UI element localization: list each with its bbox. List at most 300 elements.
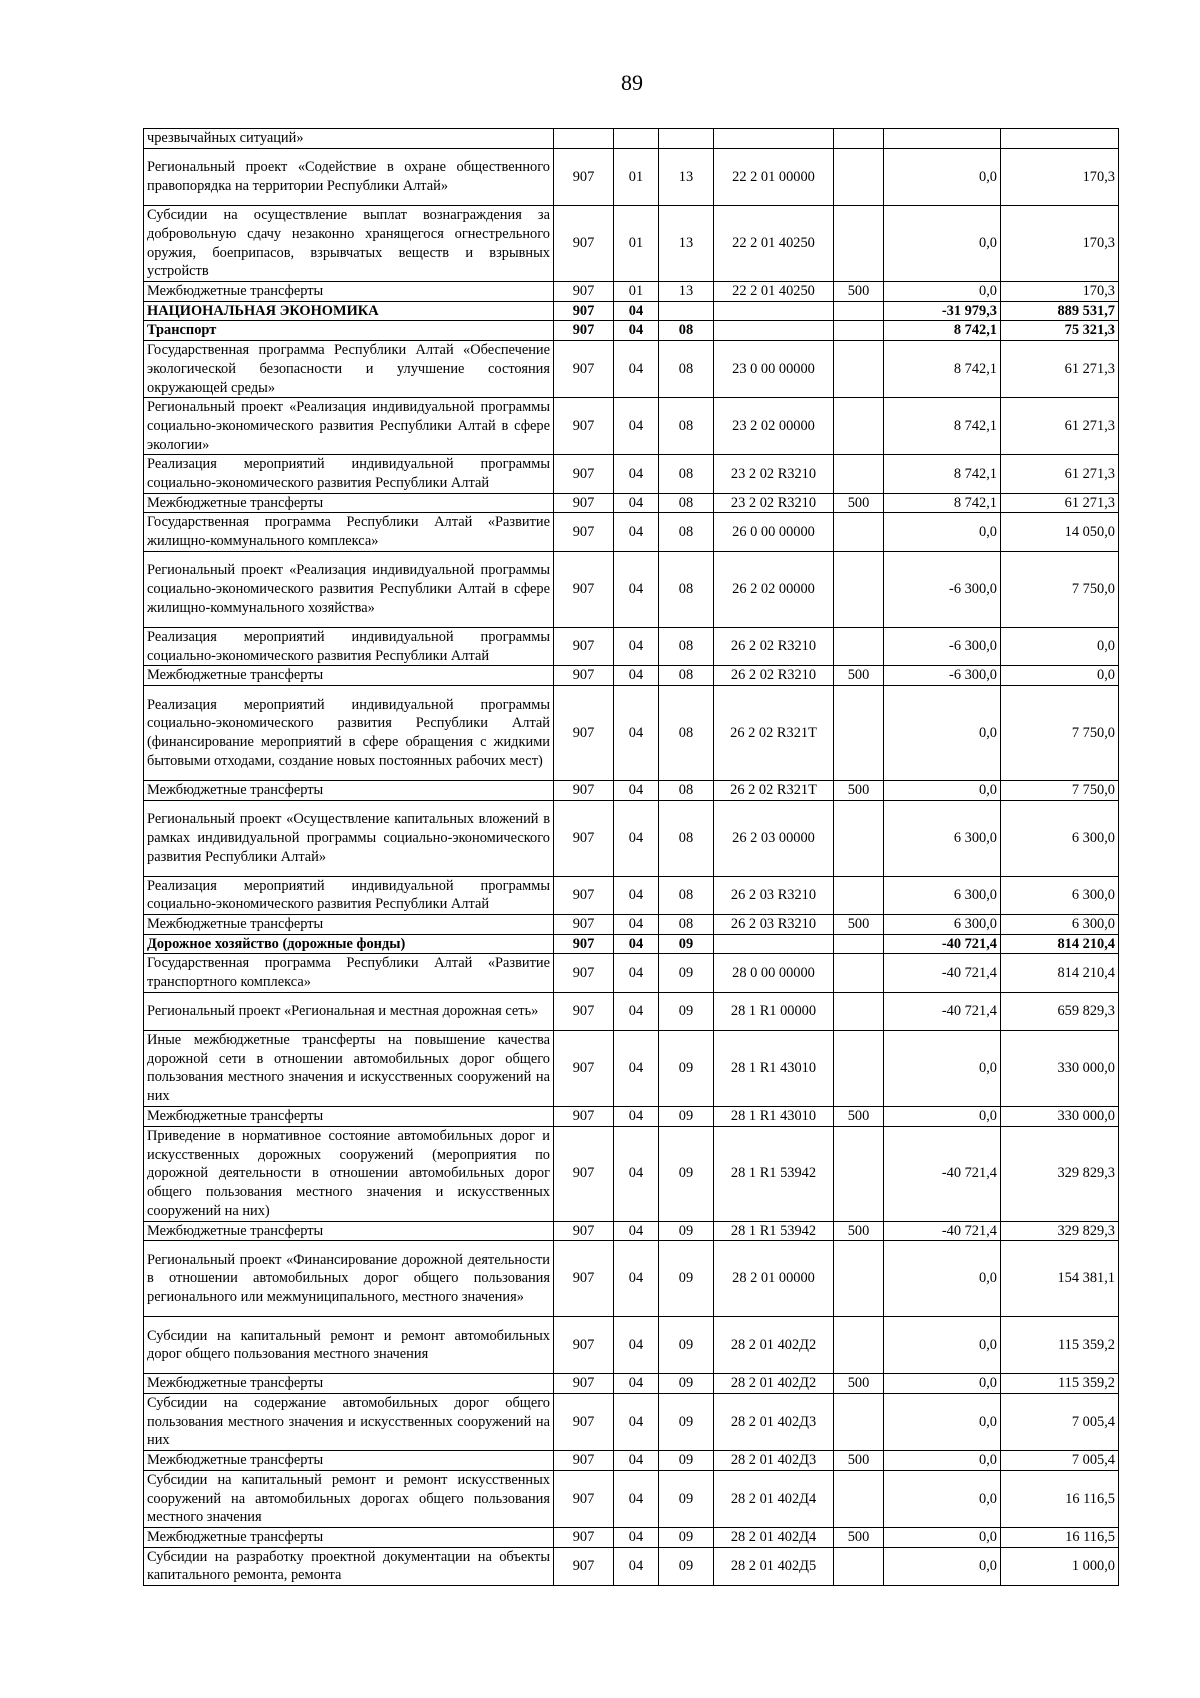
amount-total-cell: 814 210,4 <box>1001 954 1119 992</box>
section-code-cell: 04 <box>614 666 659 686</box>
subsection-code-cell: 09 <box>659 1393 714 1450</box>
amount-change-cell: 0,0 <box>884 1470 1001 1527</box>
table-row <box>144 1470 1119 1527</box>
target-article-cell: 22 2 01 40250 <box>714 282 834 302</box>
ministry-code-cell: 907 <box>554 1317 614 1374</box>
ministry-code-cell: 907 <box>554 780 614 800</box>
ministry-code-cell: 907 <box>554 1106 614 1126</box>
subsection-code-cell: 08 <box>659 876 714 914</box>
section-code-cell: 04 <box>614 1547 659 1585</box>
table-row <box>144 1317 1119 1374</box>
ministry-code-cell: 907 <box>554 1547 614 1585</box>
amount-total-cell: 16 116,5 <box>1001 1470 1119 1527</box>
item-name-cell: Региональный проект «Осуществление капитальных вложений в рамках индивидуальной программы социально-экономического развития Республики Алтай» <box>144 800 554 876</box>
amount-total-cell: 61 271,3 <box>1001 493 1119 513</box>
expense-type-cell: 500 <box>834 915 884 935</box>
amount-change-cell: -40 721,4 <box>884 954 1001 992</box>
subsection-code-cell: 08 <box>659 513 714 551</box>
expense-type-cell: 500 <box>834 282 884 302</box>
subsection-code-cell: 09 <box>659 1374 714 1394</box>
amount-total-cell: 16 116,5 <box>1001 1527 1119 1547</box>
amount-change-cell: 0,0 <box>884 149 1001 206</box>
section-code-cell <box>614 129 659 149</box>
amount-change-cell: 0,0 <box>884 1241 1001 1317</box>
amount-change-cell: 6 300,0 <box>884 876 1001 914</box>
ministry-code-cell: 907 <box>554 1451 614 1471</box>
expense-type-cell <box>834 1317 884 1374</box>
section-code-cell: 04 <box>614 341 659 398</box>
expense-type-cell <box>834 685 884 780</box>
item-name-cell: Иные межбюджетные трансферты на повышение качества дорожной сети в отношении автомобильных дорог общего пользования местного значения и искусственных сооружений на них <box>144 1030 554 1106</box>
amount-total-cell: 7 005,4 <box>1001 1393 1119 1450</box>
item-name-cell: Реализация мероприятий индивидуальной программы социально-экономического развития Республики Алтай <box>144 627 554 665</box>
target-article-cell: 26 0 00 00000 <box>714 513 834 551</box>
amount-total-cell: 170,3 <box>1001 149 1119 206</box>
amount-change-cell: 0,0 <box>884 282 1001 302</box>
target-article-cell: 23 2 02 R3210 <box>714 455 834 493</box>
table-row <box>144 934 1119 954</box>
item-name-cell: Государственная программа Республики Алтай «Развитие транспортного комплекса» <box>144 954 554 992</box>
expense-type-cell <box>834 876 884 914</box>
ministry-code-cell: 907 <box>554 301 614 321</box>
ministry-code-cell: 907 <box>554 876 614 914</box>
table-row <box>144 455 1119 493</box>
table-row <box>144 992 1119 1030</box>
expense-type-cell <box>834 1030 884 1106</box>
ministry-code-cell: 907 <box>554 282 614 302</box>
section-code-cell: 04 <box>614 1527 659 1547</box>
item-name-cell: Межбюджетные трансферты <box>144 915 554 935</box>
table-row <box>144 1030 1119 1106</box>
item-name-cell: Реализация мероприятий индивидуальной программы социально-экономического развития Республики Алтай <box>144 455 554 493</box>
section-code-cell: 04 <box>614 954 659 992</box>
amount-total-cell: 329 829,3 <box>1001 1126 1119 1221</box>
item-name-cell: Субсидии на капитальный ремонт и ремонт искусственных сооружений на автомобильных дорогах общего пользования местного значения <box>144 1470 554 1527</box>
amount-total-cell: 6 300,0 <box>1001 876 1119 914</box>
table-row <box>144 282 1119 302</box>
expense-type-cell <box>834 1547 884 1585</box>
subsection-code-cell: 09 <box>659 1451 714 1471</box>
ministry-code-cell: 907 <box>554 915 614 935</box>
table-row <box>144 301 1119 321</box>
budget-table <box>143 128 1119 1586</box>
ministry-code-cell: 907 <box>554 341 614 398</box>
amount-change-cell: 0,0 <box>884 685 1001 780</box>
amount-change-cell: 0,0 <box>884 1374 1001 1394</box>
ministry-code-cell: 907 <box>554 954 614 992</box>
table-row <box>144 206 1119 282</box>
item-name-cell: Межбюджетные трансферты <box>144 1451 554 1471</box>
amount-total-cell: 14 050,0 <box>1001 513 1119 551</box>
amount-total-cell: 889 531,7 <box>1001 301 1119 321</box>
expense-type-cell <box>834 1393 884 1450</box>
amount-change-cell <box>884 129 1001 149</box>
section-code-cell: 04 <box>614 551 659 627</box>
table-row <box>144 915 1119 935</box>
amount-change-cell: 8 742,1 <box>884 455 1001 493</box>
amount-change-cell: 6 300,0 <box>884 915 1001 935</box>
amount-change-cell: -40 721,4 <box>884 1126 1001 1221</box>
item-name-cell: Транспорт <box>144 321 554 341</box>
amount-change-cell: -40 721,4 <box>884 1221 1001 1241</box>
section-code-cell: 04 <box>614 915 659 935</box>
table-row <box>144 1527 1119 1547</box>
section-code-cell: 04 <box>614 934 659 954</box>
amount-total-cell <box>1001 129 1119 149</box>
amount-change-cell: 0,0 <box>884 1106 1001 1126</box>
amount-change-cell: -31 979,3 <box>884 301 1001 321</box>
amount-total-cell: 659 829,3 <box>1001 992 1119 1030</box>
amount-total-cell: 61 271,3 <box>1001 398 1119 455</box>
subsection-code-cell: 08 <box>659 493 714 513</box>
item-name-cell: Приведение в нормативное состояние автомобильных дорог и искусственных дорожных сооружений (мероприятия по дорожной деятельности в отношении автомобильных дорог общего пользования местного значения и искусственных сооружений на них) <box>144 1126 554 1221</box>
table-row <box>144 1106 1119 1126</box>
expense-type-cell <box>834 513 884 551</box>
section-code-cell: 04 <box>614 1106 659 1126</box>
ministry-code-cell: 907 <box>554 800 614 876</box>
table-row <box>144 666 1119 686</box>
item-name-cell: Субсидии на содержание автомобильных дорог общего пользования местного значения и искусственных сооружений на них <box>144 1393 554 1450</box>
target-article-cell: 28 2 01 402Д5 <box>714 1547 834 1585</box>
section-code-cell: 04 <box>614 1241 659 1317</box>
expense-type-cell: 500 <box>834 1106 884 1126</box>
subsection-code-cell: 09 <box>659 1126 714 1221</box>
subsection-code-cell: 09 <box>659 1470 714 1527</box>
section-code-cell: 04 <box>614 992 659 1030</box>
ministry-code-cell: 907 <box>554 321 614 341</box>
target-article-cell: 23 0 00 00000 <box>714 341 834 398</box>
table-row <box>144 800 1119 876</box>
item-name-cell: Межбюджетные трансферты <box>144 780 554 800</box>
subsection-code-cell: 09 <box>659 1241 714 1317</box>
target-article-cell: 28 2 01 402Д3 <box>714 1451 834 1471</box>
item-name-cell: Дорожное хозяйство (дорожные фонды) <box>144 934 554 954</box>
target-article-cell: 28 1 R1 43010 <box>714 1106 834 1126</box>
item-name-cell: Государственная программа Республики Алтай «Обеспечение экологической безопасности и улучшение состояния окружающей среды» <box>144 341 554 398</box>
subsection-code-cell <box>659 129 714 149</box>
expense-type-cell <box>834 129 884 149</box>
expense-type-cell: 500 <box>834 493 884 513</box>
amount-total-cell: 7 750,0 <box>1001 685 1119 780</box>
amount-total-cell: 7 750,0 <box>1001 551 1119 627</box>
item-name-cell: НАЦИОНАЛЬНАЯ ЭКОНОМИКА <box>144 301 554 321</box>
ministry-code-cell: 907 <box>554 398 614 455</box>
expense-type-cell <box>834 800 884 876</box>
subsection-code-cell: 09 <box>659 1547 714 1585</box>
table-row <box>144 341 1119 398</box>
expense-type-cell: 500 <box>834 1527 884 1547</box>
target-article-cell: 28 1 R1 43010 <box>714 1030 834 1106</box>
subsection-code-cell: 08 <box>659 627 714 665</box>
target-article-cell: 26 2 02 R3210 <box>714 627 834 665</box>
target-article-cell: 22 2 01 40250 <box>714 206 834 282</box>
section-code-cell: 04 <box>614 876 659 914</box>
table-row <box>144 627 1119 665</box>
ministry-code-cell: 907 <box>554 666 614 686</box>
ministry-code-cell: 907 <box>554 1374 614 1394</box>
subsection-code-cell: 09 <box>659 1106 714 1126</box>
ministry-code-cell: 907 <box>554 1470 614 1527</box>
expense-type-cell <box>834 341 884 398</box>
subsection-code-cell: 09 <box>659 1317 714 1374</box>
expense-type-cell <box>834 551 884 627</box>
amount-change-cell: -6 300,0 <box>884 551 1001 627</box>
expense-type-cell: 500 <box>834 780 884 800</box>
amount-change-cell: 0,0 <box>884 1451 1001 1471</box>
target-article-cell: 22 2 01 00000 <box>714 149 834 206</box>
section-code-cell: 04 <box>614 627 659 665</box>
item-name-cell: Межбюджетные трансферты <box>144 1527 554 1547</box>
subsection-code-cell: 08 <box>659 915 714 935</box>
expense-type-cell <box>834 206 884 282</box>
section-code-cell: 04 <box>614 780 659 800</box>
section-code-cell: 04 <box>614 1374 659 1394</box>
amount-total-cell: 61 271,3 <box>1001 341 1119 398</box>
target-article-cell: 26 2 02 R321T <box>714 685 834 780</box>
target-article-cell: 26 2 02 00000 <box>714 551 834 627</box>
ministry-code-cell: 907 <box>554 934 614 954</box>
amount-change-cell: 0,0 <box>884 1393 1001 1450</box>
table-row <box>144 1393 1119 1450</box>
section-code-cell: 04 <box>614 1126 659 1221</box>
expense-type-cell: 500 <box>834 1221 884 1241</box>
section-code-cell: 04 <box>614 1470 659 1527</box>
target-article-cell <box>714 934 834 954</box>
section-code-cell: 01 <box>614 206 659 282</box>
subsection-code-cell: 09 <box>659 1221 714 1241</box>
amount-total-cell: 7 005,4 <box>1001 1451 1119 1471</box>
subsection-code-cell: 08 <box>659 551 714 627</box>
item-name-cell: Региональный проект «Реализация индивидуальной программы социально-экономического развития Республики Алтай в сфере экологии» <box>144 398 554 455</box>
amount-change-cell: 0,0 <box>884 1030 1001 1106</box>
amount-change-cell: 0,0 <box>884 513 1001 551</box>
item-name-cell: Межбюджетные трансферты <box>144 493 554 513</box>
ministry-code-cell: 907 <box>554 493 614 513</box>
amount-change-cell: 8 742,1 <box>884 493 1001 513</box>
table-row <box>144 1451 1119 1471</box>
expense-type-cell <box>834 1126 884 1221</box>
subsection-code-cell: 08 <box>659 455 714 493</box>
subsection-code-cell: 09 <box>659 954 714 992</box>
ministry-code-cell: 907 <box>554 627 614 665</box>
amount-total-cell: 75 321,3 <box>1001 321 1119 341</box>
amount-total-cell: 170,3 <box>1001 282 1119 302</box>
amount-total-cell: 329 829,3 <box>1001 1221 1119 1241</box>
subsection-code-cell: 13 <box>659 282 714 302</box>
amount-change-cell: -40 721,4 <box>884 992 1001 1030</box>
subsection-code-cell: 09 <box>659 1030 714 1106</box>
target-article-cell: 28 1 R1 00000 <box>714 992 834 1030</box>
ministry-code-cell: 907 <box>554 1393 614 1450</box>
table-row <box>144 1126 1119 1221</box>
section-code-cell: 04 <box>614 301 659 321</box>
subsection-code-cell: 09 <box>659 992 714 1030</box>
target-article-cell: 28 2 01 402Д3 <box>714 1393 834 1450</box>
ministry-code-cell: 907 <box>554 1126 614 1221</box>
section-code-cell: 01 <box>614 149 659 206</box>
target-article-cell: 23 2 02 R3210 <box>714 493 834 513</box>
expense-type-cell <box>834 455 884 493</box>
ministry-code-cell: 907 <box>554 1241 614 1317</box>
target-article-cell: 28 0 00 00000 <box>714 954 834 992</box>
item-name-cell: Субсидии на осуществление выплат вознаграждения за добровольную сдачу незаконно хранящегося огнестрельного оружия, боеприпасов, взрывчатых веществ и взрывных устройств <box>144 206 554 282</box>
item-name-cell: Региональный проект «Содействие в охране общественного правопорядка на территории Республики Алтай» <box>144 149 554 206</box>
ministry-code-cell: 907 <box>554 513 614 551</box>
item-name-cell: Межбюджетные трансферты <box>144 666 554 686</box>
section-code-cell: 04 <box>614 1317 659 1374</box>
target-article-cell: 26 2 03 R3210 <box>714 915 834 935</box>
section-code-cell: 04 <box>614 1030 659 1106</box>
section-code-cell: 04 <box>614 800 659 876</box>
target-article-cell: 26 2 03 00000 <box>714 800 834 876</box>
expense-type-cell <box>834 301 884 321</box>
amount-total-cell: 61 271,3 <box>1001 455 1119 493</box>
amount-total-cell: 330 000,0 <box>1001 1030 1119 1106</box>
item-name-cell: Реализация мероприятий индивидуальной программы социально-экономического развития Республики Алтай (финансирование мероприятий в сфере обращения с жидкими бытовыми отходами, создание новых постоянных рабочих мест) <box>144 685 554 780</box>
expense-type-cell <box>834 954 884 992</box>
amount-change-cell: -6 300,0 <box>884 666 1001 686</box>
target-article-cell: 26 2 03 R3210 <box>714 876 834 914</box>
subsection-code-cell: 08 <box>659 780 714 800</box>
table-row <box>144 149 1119 206</box>
ministry-code-cell: 907 <box>554 1527 614 1547</box>
amount-total-cell: 330 000,0 <box>1001 1106 1119 1126</box>
item-name-cell: Государственная программа Республики Алтай «Развитие жилищно-коммунального комплекса» <box>144 513 554 551</box>
ministry-code-cell: 907 <box>554 992 614 1030</box>
subsection-code-cell <box>659 301 714 321</box>
table-row <box>144 685 1119 780</box>
table-body <box>144 129 1119 1586</box>
target-article-cell: 28 2 01 402Д4 <box>714 1527 834 1547</box>
ministry-code-cell: 907 <box>554 455 614 493</box>
table-row <box>144 493 1119 513</box>
table-row <box>144 129 1119 149</box>
subsection-code-cell: 09 <box>659 934 714 954</box>
item-name-cell: Реализация мероприятий индивидуальной программы социально-экономического развития Республики Алтай <box>144 876 554 914</box>
section-code-cell: 04 <box>614 1221 659 1241</box>
amount-total-cell: 170,3 <box>1001 206 1119 282</box>
subsection-code-cell: 13 <box>659 149 714 206</box>
amount-change-cell: -40 721,4 <box>884 934 1001 954</box>
table-row <box>144 1221 1119 1241</box>
amount-change-cell: 0,0 <box>884 1547 1001 1585</box>
ministry-code-cell: 907 <box>554 551 614 627</box>
section-code-cell: 04 <box>614 1451 659 1471</box>
expense-type-cell <box>834 398 884 455</box>
subsection-code-cell: 08 <box>659 666 714 686</box>
expense-type-cell: 500 <box>834 666 884 686</box>
target-article-cell: 28 1 R1 53942 <box>714 1126 834 1221</box>
target-article-cell: 28 2 01 00000 <box>714 1241 834 1317</box>
amount-total-cell: 0,0 <box>1001 666 1119 686</box>
target-article-cell <box>714 129 834 149</box>
ministry-code-cell: 907 <box>554 149 614 206</box>
subsection-code-cell: 09 <box>659 1527 714 1547</box>
amount-change-cell: 6 300,0 <box>884 800 1001 876</box>
subsection-code-cell: 08 <box>659 800 714 876</box>
table-row <box>144 321 1119 341</box>
table-row <box>144 513 1119 551</box>
subsection-code-cell: 08 <box>659 321 714 341</box>
subsection-code-cell: 08 <box>659 341 714 398</box>
item-name-cell: Межбюджетные трансферты <box>144 1374 554 1394</box>
subsection-code-cell: 08 <box>659 685 714 780</box>
amount-total-cell: 0,0 <box>1001 627 1119 665</box>
amount-total-cell: 6 300,0 <box>1001 800 1119 876</box>
page-number: 89 <box>621 70 643 95</box>
table-row <box>144 1374 1119 1394</box>
target-article-cell: 28 1 R1 53942 <box>714 1221 834 1241</box>
target-article-cell: 28 2 01 402Д2 <box>714 1317 834 1374</box>
expense-type-cell <box>834 321 884 341</box>
section-code-cell: 04 <box>614 455 659 493</box>
section-code-cell: 04 <box>614 685 659 780</box>
amount-total-cell: 115 359,2 <box>1001 1374 1119 1394</box>
target-article-cell <box>714 301 834 321</box>
item-name-cell: Региональный проект «Финансирование дорожной деятельности в отношении автомобильных дорог общего пользования регионального или межмуниципального, местного значения» <box>144 1241 554 1317</box>
table-row <box>144 1241 1119 1317</box>
ministry-code-cell <box>554 129 614 149</box>
amount-total-cell: 6 300,0 <box>1001 915 1119 935</box>
expense-type-cell <box>834 627 884 665</box>
amount-change-cell: 8 742,1 <box>884 341 1001 398</box>
amount-change-cell: -6 300,0 <box>884 627 1001 665</box>
item-name-cell: Региональный проект «Региональная и местная дорожная сеть» <box>144 992 554 1030</box>
table-row <box>144 876 1119 914</box>
section-code-cell: 04 <box>614 1393 659 1450</box>
expense-type-cell: 500 <box>834 1374 884 1394</box>
expense-type-cell <box>834 934 884 954</box>
amount-total-cell: 7 750,0 <box>1001 780 1119 800</box>
section-code-cell: 04 <box>614 398 659 455</box>
section-code-cell: 01 <box>614 282 659 302</box>
target-article-cell: 28 2 01 402Д2 <box>714 1374 834 1394</box>
item-name-cell: Межбюджетные трансферты <box>144 1221 554 1241</box>
target-article-cell: 28 2 01 402Д4 <box>714 1470 834 1527</box>
table-row <box>144 551 1119 627</box>
item-name-cell: Региональный проект «Реализация индивидуальной программы социально-экономического развития Республики Алтай в сфере жилищно-коммунального хозяйства» <box>144 551 554 627</box>
expense-type-cell: 500 <box>834 1451 884 1471</box>
target-article-cell: 26 2 02 R3210 <box>714 666 834 686</box>
item-name-cell: Межбюджетные трансферты <box>144 1106 554 1126</box>
table-row <box>144 1547 1119 1585</box>
ministry-code-cell: 907 <box>554 1221 614 1241</box>
target-article-cell <box>714 321 834 341</box>
ministry-code-cell: 907 <box>554 1030 614 1106</box>
item-name-cell: чрезвычайных ситуаций» <box>144 129 554 149</box>
target-article-cell: 23 2 02 00000 <box>714 398 834 455</box>
amount-change-cell: 0,0 <box>884 1527 1001 1547</box>
amount-change-cell: 8 742,1 <box>884 398 1001 455</box>
table-row <box>144 780 1119 800</box>
expense-type-cell <box>834 1241 884 1317</box>
section-code-cell: 04 <box>614 513 659 551</box>
amount-change-cell: 0,0 <box>884 1317 1001 1374</box>
ministry-code-cell: 907 <box>554 206 614 282</box>
amount-change-cell: 8 742,1 <box>884 321 1001 341</box>
subsection-code-cell: 08 <box>659 398 714 455</box>
expense-type-cell <box>834 149 884 206</box>
amount-change-cell: 0,0 <box>884 206 1001 282</box>
amount-change-cell: 0,0 <box>884 780 1001 800</box>
item-name-cell: Субсидии на капитальный ремонт и ремонт автомобильных дорог общего пользования местного значения <box>144 1317 554 1374</box>
table-row <box>144 954 1119 992</box>
expense-type-cell <box>834 1470 884 1527</box>
item-name-cell: Субсидии на разработку проектной документации на объекты капитального ремонта, ремонта <box>144 1547 554 1585</box>
amount-total-cell: 154 381,1 <box>1001 1241 1119 1317</box>
target-article-cell: 26 2 02 R321T <box>714 780 834 800</box>
item-name-cell: Межбюджетные трансферты <box>144 282 554 302</box>
